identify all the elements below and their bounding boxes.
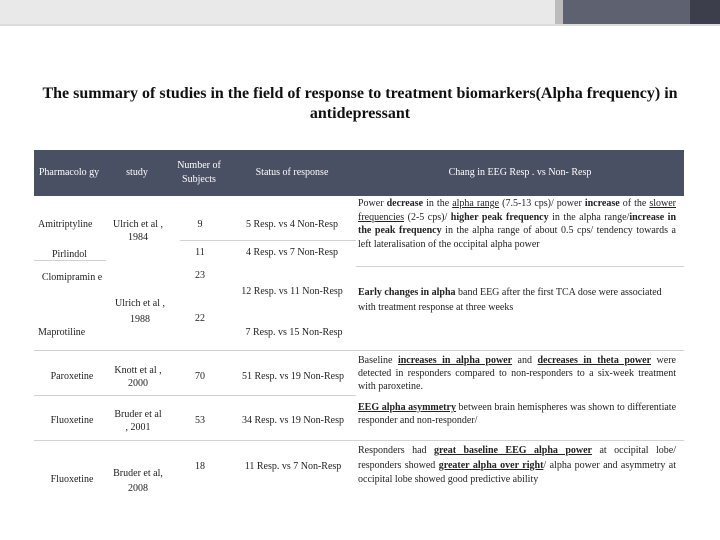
drug-paroxetine: Paroxetine bbox=[50, 371, 94, 382]
status-clomipramine: 12 Resp. vs 11 Non-Resp bbox=[241, 286, 343, 297]
top-bar-strip bbox=[690, 0, 720, 24]
subjects-amitriptyline: 9 bbox=[197, 219, 203, 230]
subjects-pirlindol: 11 bbox=[195, 247, 205, 258]
top-bar-strip bbox=[563, 0, 690, 24]
top-bar-line bbox=[0, 24, 720, 26]
header-subjects: Number of Subjects bbox=[177, 160, 221, 185]
changes-row-5: Responders had great baseline EEG alpha power at occipital lobe/ responders showed greater alpha over right/ alpha power and asymmetry at occipital lobe showed good predictive ability bbox=[358, 445, 677, 485]
changes-row-2: Early changes in alpha band EEG after the first TCA dose were associated with treatment response at three weeks bbox=[358, 287, 662, 313]
drug-amitriptyline: Amitriptyline bbox=[38, 219, 93, 230]
changes-row-1: Power decrease in the alpha range (7.5-13 cps)/ power increase of the slower frequencies (2-5 cps)/ higher peak frequency in the alpha range/increase in the peak frequency in the alpha range of about 0.5 cps/ tendency towards a left lateralisation of the occipital alpha power bbox=[358, 198, 677, 250]
status-fluoxetine-2001: 34 Resp. vs 19 Non-Resp bbox=[242, 415, 344, 426]
status-amitriptyline: 5 Resp. vs 4 Non-Resp bbox=[246, 219, 338, 230]
status-fluoxetine-2008: 11 Resp. vs 7 Non-Resp bbox=[244, 461, 342, 472]
top-bar-strip bbox=[555, 0, 563, 24]
drug-fluoxetine-2008: Fluoxetine bbox=[50, 474, 94, 485]
study-bruder-2001: Bruder et al , 2001 bbox=[114, 409, 162, 433]
row-divider bbox=[34, 395, 356, 396]
changes-row-4: EEG alpha asymmetry between brain hemispheres was shown to differentiate responder and non-responder/ bbox=[358, 402, 677, 426]
top-bar-strip bbox=[0, 0, 555, 24]
subjects-clomipramine: 23 bbox=[195, 270, 205, 281]
status-maprotiline: 7 Resp. vs 15 Non-Resp bbox=[245, 327, 343, 338]
study-ulrich-1988: Ulrich et al , 1988 bbox=[115, 298, 165, 325]
subjects-fluoxetine-2001: 53 bbox=[195, 415, 205, 426]
header-changes: Chang in EEG Resp . vs Non- Resp bbox=[448, 167, 592, 178]
subjects-fluoxetine-2008: 18 bbox=[195, 461, 205, 472]
row-divider bbox=[34, 440, 684, 441]
study-bruder-2008: Bruder et al, 2008 bbox=[113, 468, 163, 494]
table-header bbox=[34, 150, 684, 196]
row-divider bbox=[34, 350, 684, 351]
header-pharmacology: Pharmacolo gy bbox=[38, 167, 100, 178]
drug-maprotiline: Maprotiline bbox=[38, 327, 86, 338]
slide-title: The summary of studies in the field of response to treatment biomarkers(Alpha frequency) in antidepressant bbox=[42, 85, 678, 122]
subjects-paroxetine: 70 bbox=[195, 371, 205, 382]
header-status: Status of response bbox=[255, 167, 329, 178]
header-study: study bbox=[126, 167, 148, 178]
drug-clomipramine: Clomipramin e bbox=[41, 272, 103, 283]
study-knott-2000: Knott et al , 2000 bbox=[114, 365, 162, 389]
subjects-maprotiline: 22 bbox=[195, 313, 205, 324]
slide-top-bar bbox=[0, 0, 720, 28]
row-divider bbox=[356, 266, 684, 267]
drug-fluoxetine-2001: Fluoxetine bbox=[50, 415, 94, 426]
changes-row-3: Baseline increases in alpha power and decreases in theta power were detected in responders compared to non-responders to a six-week treatment with paroxetine. bbox=[358, 355, 676, 392]
study-ulrich-1984: Ulrich et al , 1984 bbox=[113, 219, 163, 243]
drug-pirlindol: Pirlindol bbox=[52, 249, 88, 260]
row-divider bbox=[180, 240, 356, 241]
status-pirlindol: 4 Resp. vs 7 Non-Resp bbox=[246, 247, 338, 258]
status-paroxetine: 51 Resp. vs 19 Non-Resp bbox=[242, 371, 344, 382]
